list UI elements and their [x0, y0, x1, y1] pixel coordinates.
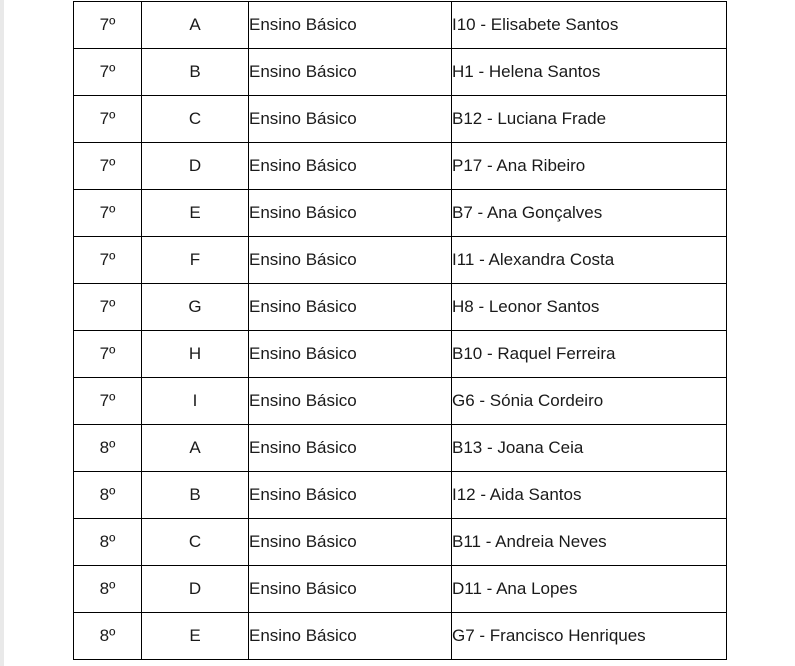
class-cell: H — [142, 331, 249, 378]
teacher-cell: B7 - Ana Gonçalves — [452, 190, 727, 237]
level-cell: Ensino Básico — [249, 331, 452, 378]
table-row — [74, 613, 727, 660]
table-row — [74, 331, 727, 378]
table-row — [74, 378, 727, 425]
level-cell: Ensino Básico — [249, 237, 452, 284]
teacher-cell: G6 - Sónia Cordeiro — [452, 378, 727, 425]
year-cell: 7º — [74, 143, 142, 190]
teacher-cell: B13 - Joana Ceia — [452, 425, 727, 472]
class-cell: D — [142, 143, 249, 190]
year-cell: 7º — [74, 331, 142, 378]
level-cell: Ensino Básico — [249, 425, 452, 472]
level-cell: Ensino Básico — [249, 566, 452, 613]
teacher-cell: H8 - Leonor Santos — [452, 284, 727, 331]
year-cell: 7º — [74, 96, 142, 143]
table-row — [74, 2, 727, 49]
teacher-cell: B12 - Luciana Frade — [452, 96, 727, 143]
year-cell: 8º — [74, 519, 142, 566]
table-row — [74, 566, 727, 613]
table-row — [74, 190, 727, 237]
year-cell: 7º — [74, 49, 142, 96]
teacher-cell: I11 - Alexandra Costa — [452, 237, 727, 284]
level-cell: Ensino Básico — [249, 284, 452, 331]
table-row — [74, 49, 727, 96]
year-cell: 7º — [74, 378, 142, 425]
year-cell: 8º — [74, 613, 142, 660]
level-cell: Ensino Básico — [249, 613, 452, 660]
table-row — [74, 472, 727, 519]
class-cell: B — [142, 472, 249, 519]
table-row — [74, 143, 727, 190]
teacher-cell: G7 - Francisco Henriques — [452, 613, 727, 660]
level-cell: Ensino Básico — [249, 472, 452, 519]
teacher-cell: H1 - Helena Santos — [452, 49, 727, 96]
level-cell: Ensino Básico — [249, 519, 452, 566]
year-cell: 8º — [74, 425, 142, 472]
teacher-cell: B11 - Andreia Neves — [452, 519, 727, 566]
class-cell: B — [142, 49, 249, 96]
level-cell: Ensino Básico — [249, 2, 452, 49]
teacher-cell: P17 - Ana Ribeiro — [452, 143, 727, 190]
year-cell: 8º — [74, 472, 142, 519]
class-table — [73, 1, 727, 660]
teacher-cell: D11 - Ana Lopes — [452, 566, 727, 613]
class-cell: C — [142, 96, 249, 143]
teacher-cell: I12 - Aida Santos — [452, 472, 727, 519]
year-cell: 7º — [74, 284, 142, 331]
year-cell: 7º — [74, 2, 142, 49]
table-row — [74, 96, 727, 143]
class-cell: D — [142, 566, 249, 613]
class-cell: I — [142, 378, 249, 425]
year-cell: 7º — [74, 237, 142, 284]
year-cell: 8º — [74, 566, 142, 613]
page-left-edge — [0, 0, 4, 666]
class-cell: C — [142, 519, 249, 566]
table-row — [74, 284, 727, 331]
class-cell: F — [142, 237, 249, 284]
level-cell: Ensino Básico — [249, 49, 452, 96]
table-row — [74, 237, 727, 284]
table-row — [74, 425, 727, 472]
table-row — [74, 519, 727, 566]
class-cell: A — [142, 2, 249, 49]
class-cell: G — [142, 284, 249, 331]
level-cell: Ensino Básico — [249, 96, 452, 143]
class-cell: A — [142, 425, 249, 472]
class-cell: E — [142, 190, 249, 237]
year-cell: 7º — [74, 190, 142, 237]
teacher-cell: I10 - Elisabete Santos — [452, 2, 727, 49]
class-cell: E — [142, 613, 249, 660]
level-cell: Ensino Básico — [249, 143, 452, 190]
level-cell: Ensino Básico — [249, 190, 452, 237]
level-cell: Ensino Básico — [249, 378, 452, 425]
teacher-cell: B10 - Raquel Ferreira — [452, 331, 727, 378]
